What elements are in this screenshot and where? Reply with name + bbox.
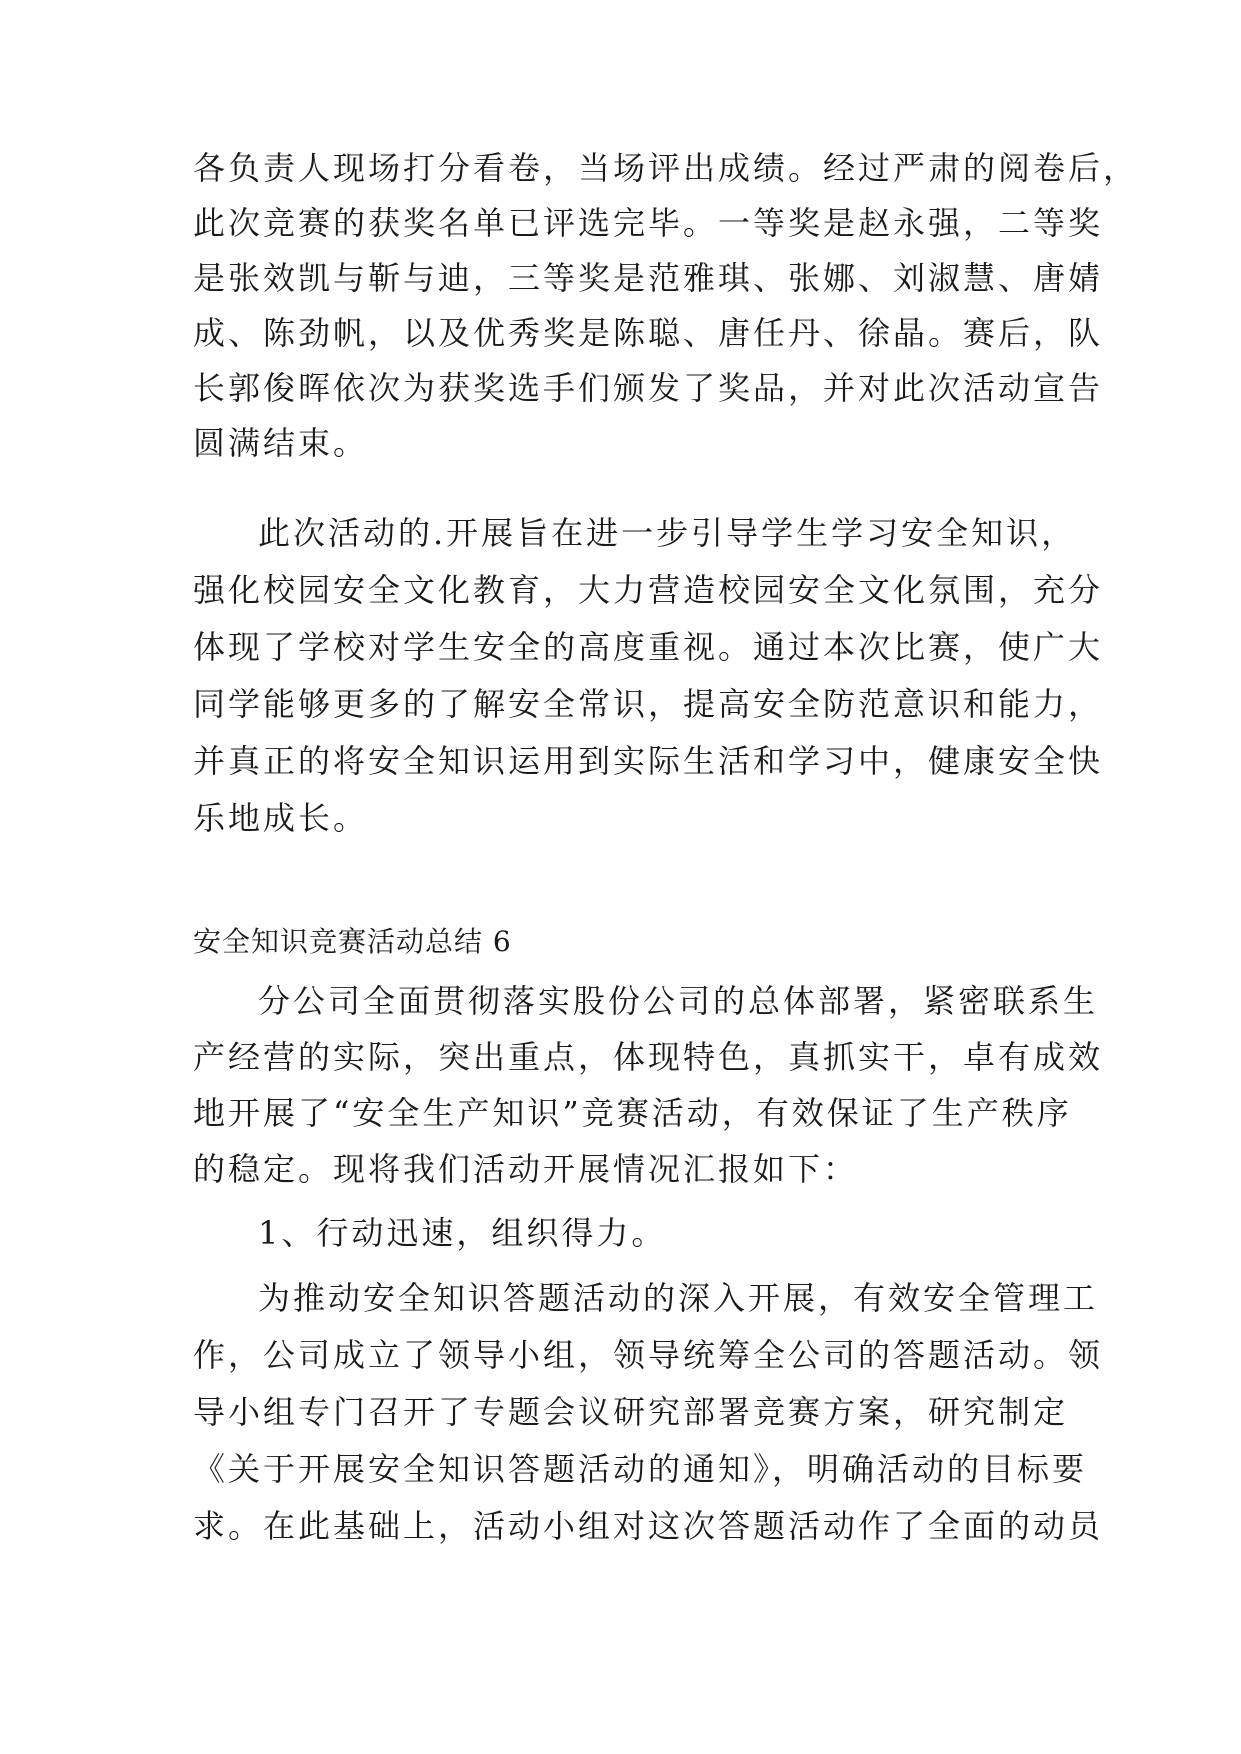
section-heading: 安全知识竞赛活动总结 6 xyxy=(193,925,512,958)
paragraph-line: 分公司全面贯彻落实股份公司的总体部署，紧密联系生 xyxy=(258,982,1099,1020)
list-item: 1、行动迅速，组织得力。 xyxy=(258,1214,667,1252)
paragraph-line: 是张效凯与靳与迪，三等奖是范雅琪、张娜、刘淑慧、唐婧 xyxy=(193,259,1104,297)
paragraph-line: 作，公司成立了领导小组，领导统筹全公司的答题活动。领 xyxy=(193,1336,1104,1374)
paragraph-line: 《关于开展安全知识答题活动的通知》，明确活动的目标要 xyxy=(193,1450,1088,1488)
paragraph-line: 的稳定。现将我们活动开展情况汇报如下： xyxy=(193,1150,859,1188)
paragraph-line: 乐地成长。 xyxy=(193,799,369,837)
paragraph-line: 求。在此基础上，活动小组对这次答题活动作了全面的动员 xyxy=(193,1507,1104,1545)
paragraph-line: 并真正的将安全知识运用到实际生活和学习中，健康安全快 xyxy=(193,742,1104,780)
paragraph-line: 产经营的实际，突出重点，体现特色，真抓实干，卓有成效 xyxy=(193,1038,1104,1076)
paragraph-line: 圆满结束。 xyxy=(193,424,369,462)
paragraph-line: 长郭俊晖依次为获奖选手们颁发了奖品，并对此次活动宣告 xyxy=(193,369,1104,407)
paragraph-line: 此次竞赛的获奖名单已评选完毕。一等奖是赵永强，二等奖 xyxy=(193,204,1104,242)
paragraph-line: 此次活动的.开展旨在进一步引导学生学习安全知识， xyxy=(258,514,1077,552)
paragraph-line: 为推动安全知识答题活动的深入开展，有效安全管理工 xyxy=(258,1279,1099,1317)
paragraph-line: 地开展了“安全生产知识”竞赛活动，有效保证了生产秩序 xyxy=(193,1094,1072,1132)
paragraph-line: 成、陈劲帆，以及优秀奖是陈聪、唐任丹、徐晶。赛后，队 xyxy=(193,314,1104,352)
paragraph-line: 各负责人现场打分看卷，当场评出成绩。经过严肃的阅卷后， xyxy=(193,149,1139,187)
paragraph-line: 同学能够更多的了解安全常识，提高安全防范意识和能力， xyxy=(193,685,1104,723)
paragraph-line: 强化校园安全文化教育，大力营造校园安全文化氛围，充分 xyxy=(193,571,1104,609)
paragraph-line: 体现了学校对学生安全的高度重视。通过本次比赛，使广大 xyxy=(193,628,1104,666)
paragraph-line: 导小组专门召开了专题会议研究部署竞赛方案，研究制定 xyxy=(193,1393,1069,1431)
